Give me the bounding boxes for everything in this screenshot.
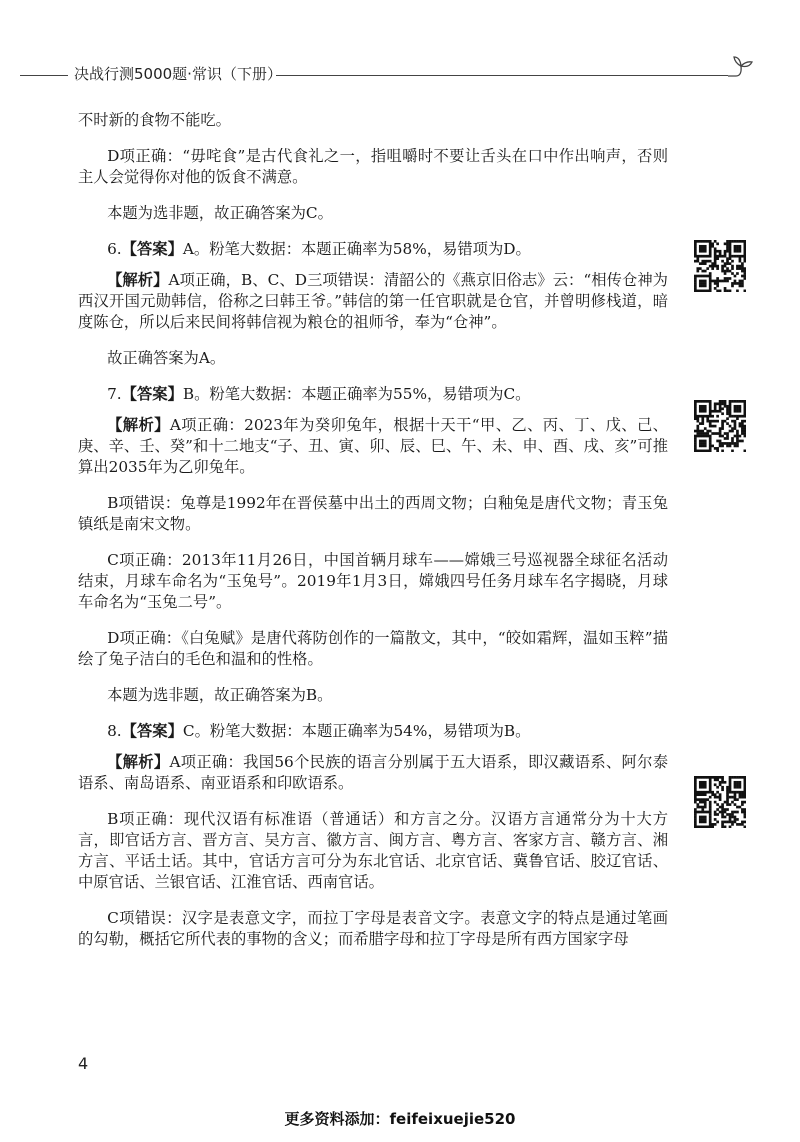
header-rule-right: [276, 75, 728, 76]
analysis-text: A项正确：2023年为癸卯兔年，根据十天干“甲、乙、丙、丁、戊、己、庚、辛、壬、癸”和十二地支“子、丑、寅、卯、辰、巳、午、未、申、酉、戌、亥”可推算出2035年为乙卯兔年。: [78, 416, 668, 476]
question-number: 8.: [107, 722, 122, 740]
answer-label: 【答案】: [121, 722, 183, 740]
analysis-label: 【解析】: [107, 271, 169, 289]
qr-code-q7[interactable]: [694, 400, 746, 452]
paragraph: B项错误：兔尊是1992年在晋侯墓中出土的西周文物；白釉兔是唐代文物；青玉兔镇纸是南宋文物。: [78, 494, 668, 533]
paragraph: 不时新的食物不能吃。: [78, 111, 231, 129]
paragraph: C项错误：汉字是表意文字，而拉丁字母是表音文字。表意文字的特点是通过笔画的勾勒，概括它所代表的事物的含义；而希腊字母和拉丁字母是所有西方国家字母: [78, 909, 668, 948]
q6-analysis: [78, 270, 668, 333]
qr-icon: [694, 400, 746, 452]
paragraph: D项正确：《白兔赋》是唐代蒋防创作的一篇散文，其中，“皎如霜辉，温如玉粹”描绘了兔子洁白的毛色和温和的性格。: [78, 629, 668, 668]
page-body: [78, 110, 668, 950]
answer-text: C。粉笔大数据：本题正确率为54%，易错项为B。: [182, 722, 531, 740]
header-title: 决战行测5000题·常识（下册）: [74, 65, 282, 83]
running-header: [0, 52, 800, 92]
q8-answer-line: [78, 721, 668, 742]
question-number: 6.: [107, 240, 122, 258]
answer-text: B。粉笔大数据：本题正确率为55%，易错项为C。: [182, 385, 531, 403]
footer-contact: feifeixuejie520: [389, 1110, 516, 1128]
question-number: 7.: [107, 385, 122, 403]
analysis-label: 【解析】: [107, 416, 170, 434]
q7-answer-line: [78, 384, 668, 405]
paragraph: 故正确答案为A。: [107, 349, 226, 367]
paragraph: B项正确：现代汉语有标准语（普通话）和方言之分。汉语方言通常分为十大方言，即官话方言、晋方言、吴方言、徽方言、闽方言、粤方言、客家方言、赣方言、湘方言、平话土话。其中，官话方言可分为东北官话、北京官话、冀鲁官话、胶辽官话、中原官话、兰银官话、江淮官话、西南官话。: [78, 810, 668, 891]
answer-text: A。粉笔大数据：本题正确率为58%，易错项为D。: [182, 240, 531, 258]
footer-note: [0, 1108, 800, 1129]
answer-label: 【答案】: [121, 385, 183, 403]
analysis-label: 【解析】: [107, 753, 170, 771]
answer-label: 【答案】: [121, 240, 183, 258]
paragraph: D项正确：“毋咤食”是古代食礼之一，指咀嚼时不要让舌头在口中作出响声，否则主人会觉得你对他的饭食不满意。: [78, 147, 668, 186]
qr-icon: [694, 776, 746, 828]
page-number: 4: [78, 1054, 89, 1073]
analysis-text: A项正确，B、C、D三项错误：清韶公的《燕京旧俗志》云：“相传仓神为西汉开国元勋韩信，俗称之曰韩王爷。”韩信的第一任官职就是仓官，并曾明修栈道，暗度陈仓，所以后来民间将韩信视为粮仓的祖师爷，奉为“仓神”。: [78, 271, 668, 331]
analysis-text: A项正确：我国56个民族的语言分别属于五大语系，即汉藏语系、阿尔泰语系、南岛语系、南亚语系和印欧语系。: [78, 753, 668, 792]
footer-prefix: 更多资料添加：: [284, 1110, 390, 1128]
paragraph: C项正确：2013年11月26日，中国首辆月球车——嫦娥三号巡视器全球征名活动结束，月球车命名为“玉兔号”。2019年1月3日，嫦娥四号任务月球车名字揭晓，月球车命名为“玉兔二号”。: [78, 551, 668, 611]
paragraph: 本题为选非题，故正确答案为C。: [107, 204, 333, 222]
q6-answer-line: [78, 239, 668, 260]
q7-analysis: [78, 415, 668, 478]
qr-code-q8[interactable]: [694, 776, 746, 828]
header-rule-left: [20, 75, 68, 76]
paragraph: 本题为选非题，故正确答案为B。: [107, 686, 333, 704]
qr-icon: [694, 240, 746, 292]
q8-analysis: [78, 752, 668, 794]
sprout-icon: [726, 52, 756, 82]
qr-code-q6[interactable]: [694, 240, 746, 292]
